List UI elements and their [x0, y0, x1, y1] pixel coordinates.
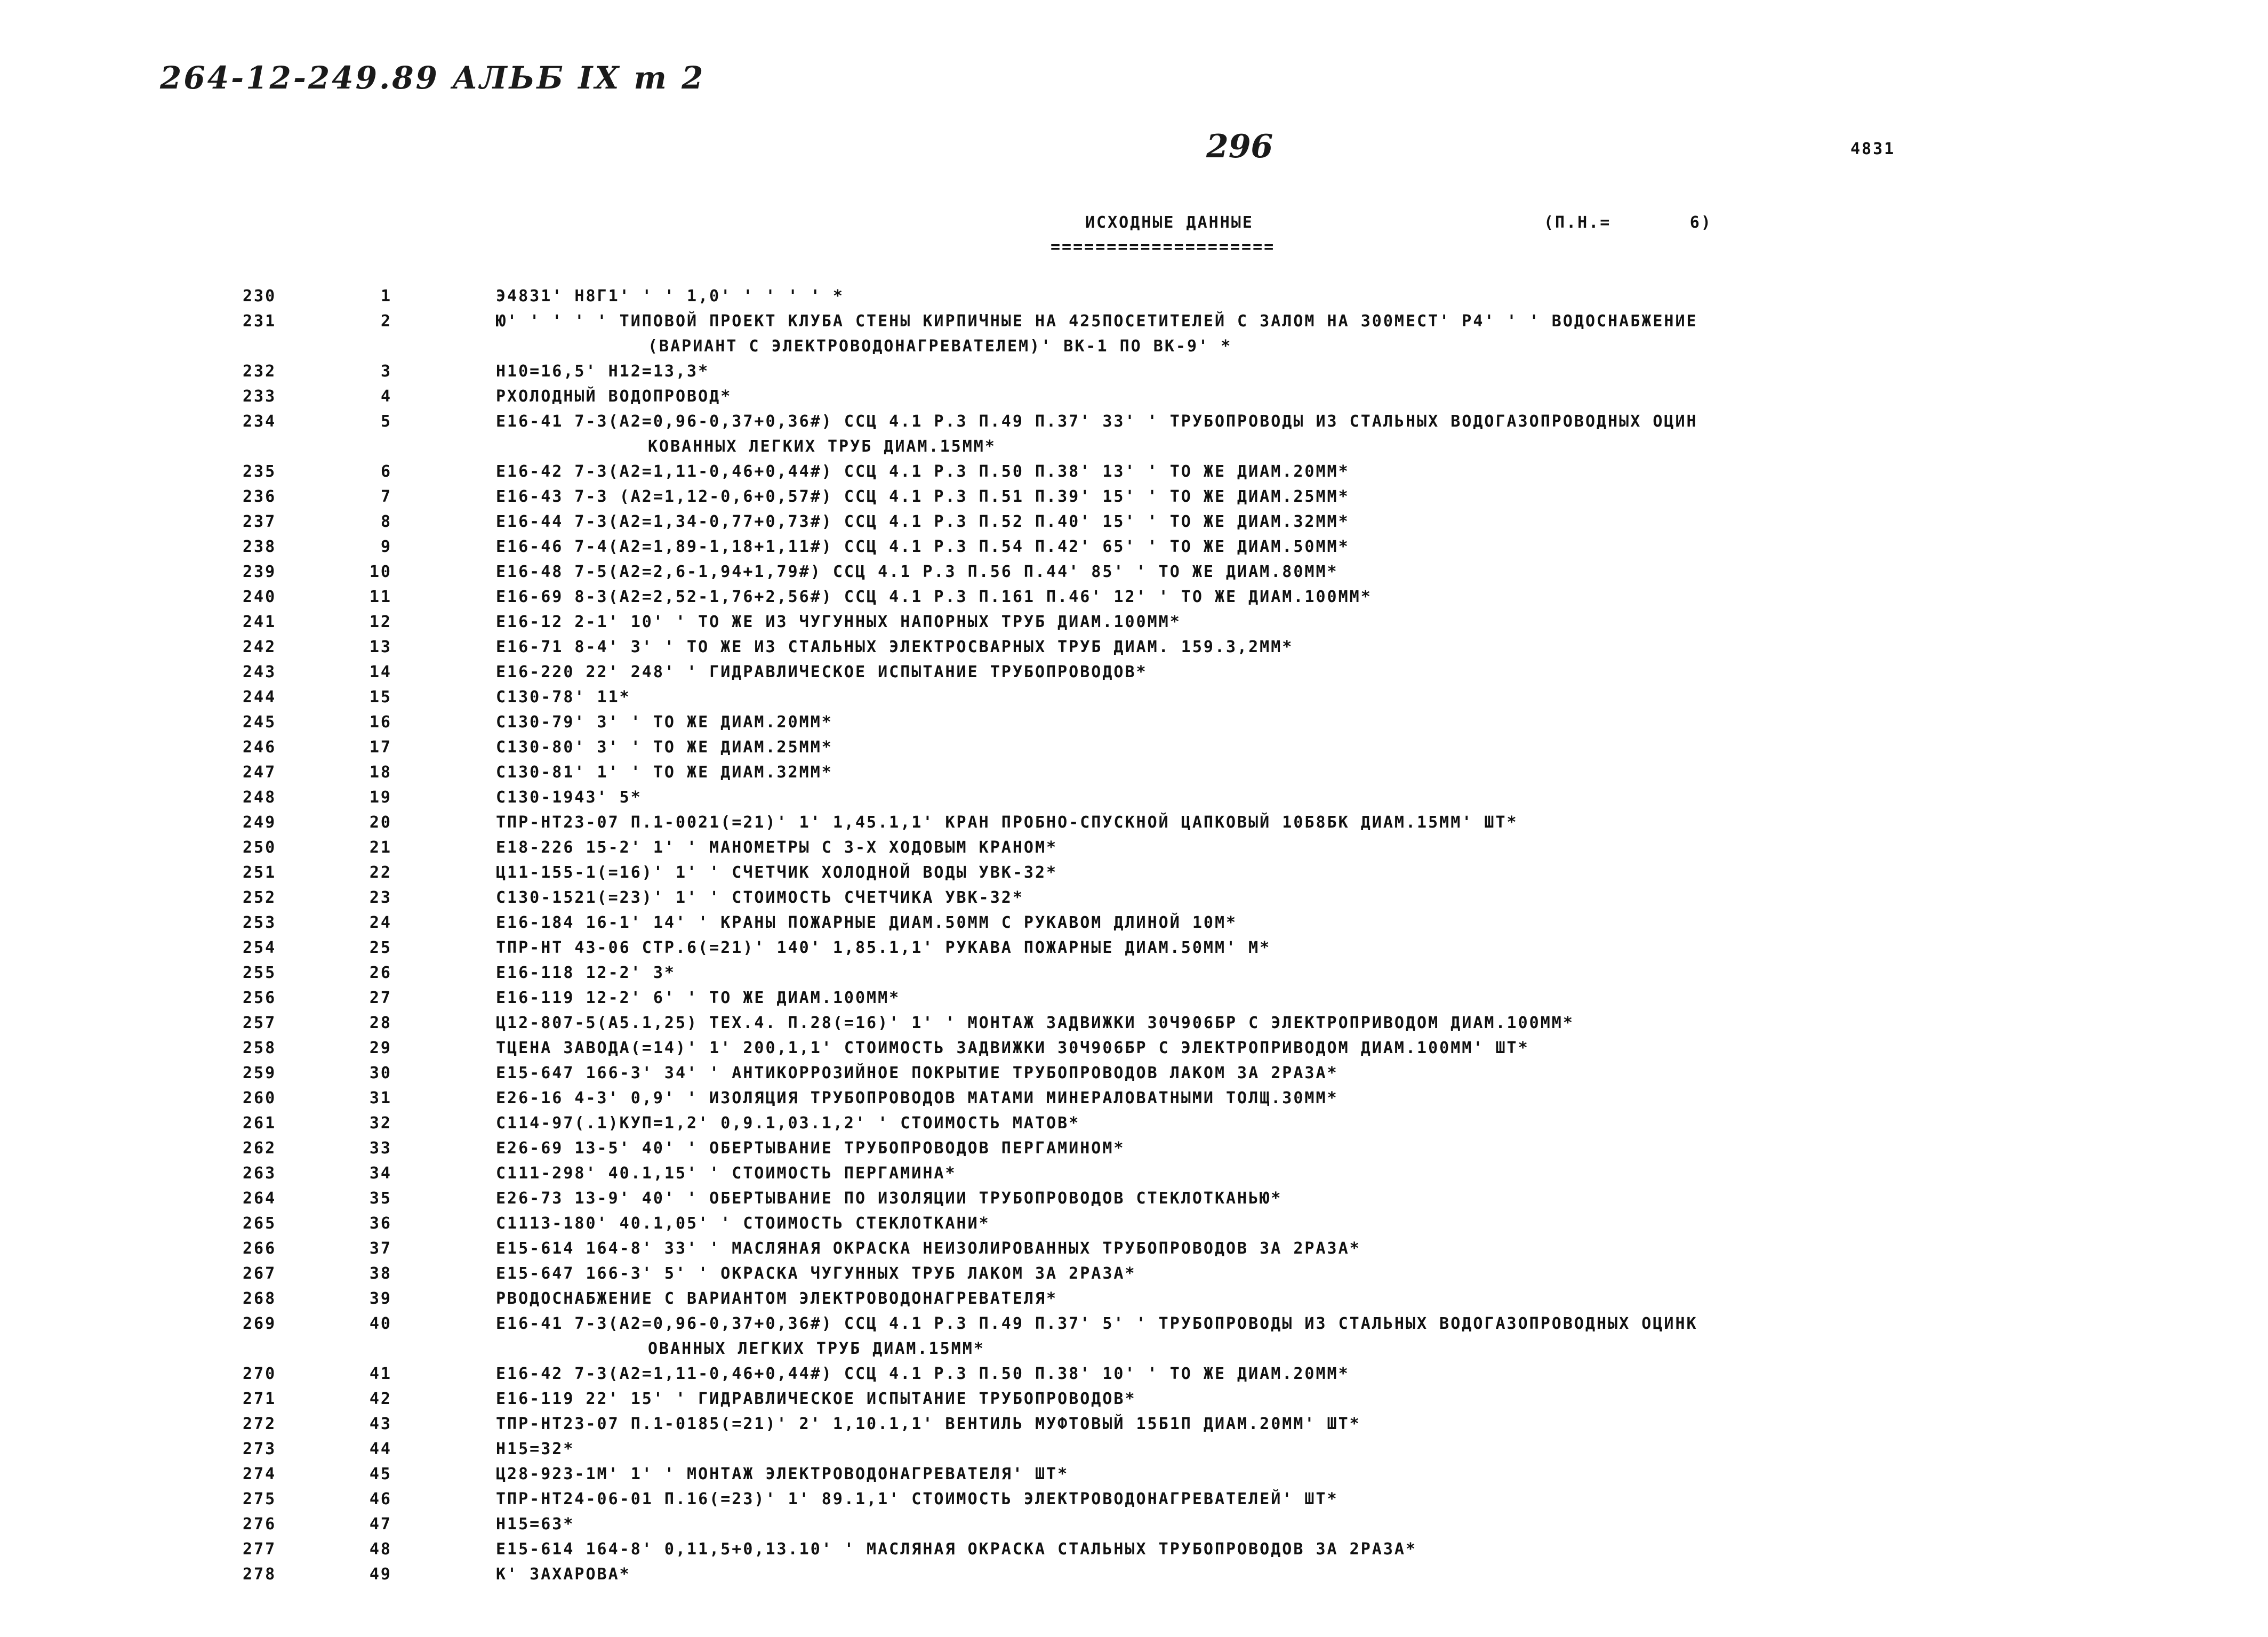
row-text: Е16-48 7-5(А2=2,6-1,94+1,79#) ССЦ 4.1 Р.3 П.56 П.44' 85' ' ТО ЖЕ ДИАМ.80ММ*	[496, 563, 1339, 581]
line-number: 271	[243, 1390, 277, 1408]
row-text: Ц12-807-5(А5.1,25) ТЕХ.4. П.28(=16)' 1' ' МОНТАЖ ЗАДВИЖКИ 30Ч906БР С ЭЛЕКТРОПРИВОДОМ ДИАМ.100ММ*	[496, 1014, 1574, 1032]
item-number: 39	[369, 1289, 392, 1308]
item-number: 9	[380, 537, 392, 556]
row-text: РВОДОСНАБЖЕНИЕ С ВАРИАНТОМ ЭЛЕКТРОВОДОНАГРЕВАТЕЛЯ*	[496, 1289, 1058, 1308]
item-number: 17	[369, 738, 392, 757]
item-number: 24	[369, 913, 392, 932]
item-number: 22	[369, 863, 392, 882]
row-text: Е16-42 7-3(А2=1,11-0,46+0,44#) ССЦ 4.1 Р.3 П.50 П.38' 10' ' ТО ЖЕ ДИАМ.20ММ*	[496, 1365, 1350, 1383]
row-text: С111-298' 40.1,15' ' СТОИМОСТЬ ПЕРГАМИНА*	[496, 1164, 957, 1183]
line-number: 236	[243, 487, 277, 506]
line-number: 252	[243, 888, 277, 907]
line-number: 243	[243, 663, 277, 681]
listing-row	[0, 885, 2268, 910]
listing-row	[0, 1537, 2268, 1562]
item-number: 26	[369, 964, 392, 982]
row-text: Е16-12 2-1' 10' ' ТО ЖЕ ИЗ ЧУГУННЫХ НАПОРНЫХ ТРУБ ДИАМ.100ММ*	[496, 613, 1181, 631]
listing-row	[0, 1562, 2268, 1587]
row-text: С1113-180' 40.1,05' ' СТОИМОСТЬ СТЕКЛОТКАНИ*	[496, 1214, 990, 1233]
row-text: Е16-184 16-1' 14' ' КРАНЫ ПОЖАРНЫЕ ДИАМ.50ММ С РУКАВОМ ДЛИНОЙ 10М*	[496, 913, 1238, 932]
data-listing	[0, 284, 2268, 1587]
item-number: 36	[369, 1214, 392, 1233]
listing-row	[0, 459, 2268, 484]
item-number: 18	[369, 763, 392, 782]
item-number: 19	[369, 788, 392, 807]
listing-row	[0, 409, 2268, 459]
listing-row	[0, 1512, 2268, 1537]
item-number: 30	[369, 1064, 392, 1082]
item-number: 7	[380, 487, 392, 506]
item-number: 5	[380, 412, 392, 431]
row-text: С130-79' 3' ' ТО ЖЕ ДИАМ.20ММ*	[496, 713, 833, 732]
row-text: Н10=16,5' Н12=13,3*	[496, 362, 710, 381]
line-number: 260	[243, 1089, 277, 1108]
line-number: 257	[243, 1014, 277, 1032]
item-number: 49	[369, 1565, 392, 1584]
line-number: 247	[243, 763, 277, 782]
line-number: 251	[243, 863, 277, 882]
line-number: 275	[243, 1490, 277, 1508]
listing-row	[0, 685, 2268, 710]
listing-row	[0, 1411, 2268, 1437]
row-text: Е16-69 8-3(А2=2,52-1,76+2,56#) ССЦ 4.1 Р.3 П.161 П.46' 12' ' ТО ЖЕ ДИАМ.100ММ*	[496, 588, 1372, 606]
row-text: К' ЗАХАРОВА*	[496, 1565, 631, 1584]
line-number: 270	[243, 1365, 277, 1383]
line-number: 263	[243, 1164, 277, 1183]
row-text: Е16-41 7-3(А2=0,96-0,37+0,36#) ССЦ 4.1 Р.3 П.49 П.37' 33' ' ТРУБОПРОВОДЫ ИЗ СТАЛЬНЫХ ВОДОГАЗОПРОВОДНЫХ ОЦИН	[496, 412, 1698, 431]
listing-row	[0, 835, 2268, 860]
item-number: 1	[380, 287, 392, 306]
item-number: 13	[369, 638, 392, 656]
listing-row	[0, 860, 2268, 885]
listing-row	[0, 584, 2268, 609]
line-number: 241	[243, 613, 277, 631]
line-number: 258	[243, 1039, 277, 1057]
listing-row	[0, 1186, 2268, 1211]
listing-row	[0, 1487, 2268, 1512]
item-number: 40	[369, 1314, 392, 1333]
item-number: 23	[369, 888, 392, 907]
row-text-continuation: КОВАННЫХ ЛЕГКИХ ТРУБ ДИАМ.15ММ*	[648, 437, 996, 456]
line-number: 277	[243, 1540, 277, 1559]
row-text: Н15=32*	[496, 1440, 575, 1458]
line-number: 250	[243, 838, 277, 857]
row-text: Е16-220 22' 248' ' ГИДРАВЛИЧЕСКОЕ ИСПЫТАНИЕ ТРУБОПРОВОДОВ*	[496, 663, 1148, 681]
line-number: 268	[243, 1289, 277, 1308]
line-number: 267	[243, 1264, 277, 1283]
title-underline: ====================	[1051, 238, 1276, 256]
listing-row	[0, 484, 2268, 509]
row-text: С130-80' 3' ' ТО ЖЕ ДИАМ.25ММ*	[496, 738, 833, 757]
line-number: 259	[243, 1064, 277, 1082]
line-number: 230	[243, 287, 277, 306]
row-text: Е26-73 13-9' 40' ' ОБЕРТЫВАНИЕ ПО ИЗОЛЯЦИИ ТРУБОПРОВОДОВ СТЕКЛОТКАНЬЮ*	[496, 1189, 1283, 1208]
listing-row	[0, 1311, 2268, 1361]
row-text: Ц11-155-1(=16)' 1' ' СЧЕТЧИК ХОЛОДНОЙ ВОДЫ УВК-32*	[496, 863, 1058, 882]
listing-row	[0, 1286, 2268, 1311]
row-text: С114-97(.1)КУП=1,2' 0,9.1,03.1,2' ' СТОИМОСТЬ МАТОВ*	[496, 1114, 1080, 1133]
row-text: Ц28-923-1М' 1' ' МОНТАЖ ЭЛЕКТРОВОДОНАГРЕВАТЕЛЯ' ШТ*	[496, 1465, 1069, 1483]
row-text: Е16-118 12-2' 3*	[496, 964, 676, 982]
listing-row	[0, 1086, 2268, 1111]
line-number: 265	[243, 1214, 277, 1233]
row-text: Е16-46 7-4(А2=1,89-1,18+1,11#) ССЦ 4.1 Р.3 П.54 П.42' 65' ' ТО ЖЕ ДИАМ.50ММ*	[496, 537, 1350, 556]
page-number-field: (П.Н.= 6)	[1544, 213, 1712, 232]
item-number: 28	[369, 1014, 392, 1032]
line-number: 254	[243, 938, 277, 957]
listing-row	[0, 384, 2268, 409]
item-number: 20	[369, 813, 392, 832]
listing-row	[0, 1161, 2268, 1186]
item-number: 14	[369, 663, 392, 681]
row-text-continuation: (ВАРИАНТ С ЭЛЕКТРОВОДОНАГРЕВАТЕЛЕМ)' ВК-1 ПО ВК-9' *	[648, 337, 1232, 356]
listing-row	[0, 760, 2268, 785]
row-text: Е18-226 15-2' 1' ' МАНОМЕТРЫ С 3-Х ХОДОВЫМ КРАНОМ*	[496, 838, 1058, 857]
listing-row	[0, 1261, 2268, 1286]
line-number: 255	[243, 964, 277, 982]
item-number: 6	[380, 462, 392, 481]
line-number: 232	[243, 362, 277, 381]
listing-row	[0, 810, 2268, 835]
line-number: 249	[243, 813, 277, 832]
listing-row	[0, 935, 2268, 960]
listing-row	[0, 1036, 2268, 1061]
row-text: С130-1521(=23)' 1' ' СТОИМОСТЬ СЧЕТЧИКА УВК-32*	[496, 888, 1024, 907]
listing-row	[0, 1136, 2268, 1161]
item-number: 46	[369, 1490, 392, 1508]
line-number: 233	[243, 387, 277, 406]
row-text: С130-1943' 5*	[496, 788, 642, 807]
line-number: 253	[243, 913, 277, 932]
row-text: РХОЛОДНЫЙ ВОДОПРОВОД*	[496, 387, 732, 406]
listing-row	[0, 359, 2268, 384]
item-number: 48	[369, 1540, 392, 1559]
item-number: 2	[380, 312, 392, 331]
line-number: 235	[243, 462, 277, 481]
line-number: 266	[243, 1239, 277, 1258]
row-text: Е26-69 13-5' 40' ' ОБЕРТЫВАНИЕ ТРУБОПРОВОДОВ ПЕРГАМИНОМ*	[496, 1139, 1125, 1158]
row-text: Н15=63*	[496, 1515, 575, 1534]
row-text: С130-81' 1' ' ТО ЖЕ ДИАМ.32ММ*	[496, 763, 833, 782]
row-text: Е26-16 4-3' 0,9' ' ИЗОЛЯЦИЯ ТРУБОПРОВОДОВ МАТАМИ МИНЕРАЛОВАТНЫМИ ТОЛЩ.30ММ*	[496, 1089, 1339, 1108]
row-text: Е16-71 8-4' 3' ' ТО ЖЕ ИЗ СТАЛЬНЫХ ЭЛЕКТРОСВАРНЫХ ТРУБ ДИАМ. 159.3,2ММ*	[496, 638, 1294, 656]
listing-row	[0, 785, 2268, 810]
item-number: 41	[369, 1365, 392, 1383]
item-number: 12	[369, 613, 392, 631]
row-text: Ю' ' ' ' ' ТИПОВОЙ ПРОЕКТ КЛУБА СТЕНЫ КИРПИЧНЫЕ НА 425ПОСЕТИТЕЛЕЙ С ЗАЛОМ НА 300МЕСТ' Р4' ' ' ВОДОСНАБЖЕНИЕ	[496, 312, 1698, 331]
item-number: 35	[369, 1189, 392, 1208]
line-number: 242	[243, 638, 277, 656]
listing-row	[0, 534, 2268, 559]
item-number: 44	[369, 1440, 392, 1458]
listing-row	[0, 609, 2268, 635]
row-text: Е16-119 22' 15' ' ГИДРАВЛИЧЕСКОЕ ИСПЫТАНИЕ ТРУБОПРОВОДОВ*	[496, 1390, 1136, 1408]
line-number: 246	[243, 738, 277, 757]
row-text: Е16-119 12-2' 6' ' ТО ЖЕ ДИАМ.100ММ*	[496, 989, 901, 1007]
item-number: 47	[369, 1515, 392, 1534]
line-number: 239	[243, 563, 277, 581]
item-number: 27	[369, 989, 392, 1007]
item-number: 4	[380, 387, 392, 406]
listing-row	[0, 284, 2268, 309]
row-text: С130-78' 11*	[496, 688, 631, 707]
line-number: 237	[243, 512, 277, 531]
listing-row	[0, 559, 2268, 584]
item-number: 11	[369, 588, 392, 606]
listing-row	[0, 1462, 2268, 1487]
item-number: 31	[369, 1089, 392, 1108]
row-text: ТПР-НТ23-07 П.1-0021(=21)' 1' 1,45.1,1' КРАН ПРОБНО-СПУСКНОЙ ЦАПКОВЫЙ 10Б8БК ДИАМ.15ММ' ШТ*	[496, 813, 1518, 832]
listing-row	[0, 910, 2268, 935]
item-number: 34	[369, 1164, 392, 1183]
item-number: 33	[369, 1139, 392, 1158]
row-text: ТПР-НТ24-06-01 П.16(=23)' 1' 89.1,1' СТОИМОСТЬ ЭЛЕКТРОВОДОНАГРЕВАТЕЛЕЙ' ШТ*	[496, 1490, 1339, 1508]
line-number: 240	[243, 588, 277, 606]
row-text: Е15-614 164-8' 33' ' МАСЛЯНАЯ ОКРАСКА НЕИЗОЛИРОВАННЫХ ТРУБОПРОВОДОВ ЗА 2РАЗА*	[496, 1239, 1361, 1258]
item-number: 37	[369, 1239, 392, 1258]
line-number: 272	[243, 1415, 277, 1433]
row-text: Е15-647 166-3' 5' ' ОКРАСКА ЧУГУННЫХ ТРУБ ЛАКОМ ЗА 2РАЗА*	[496, 1264, 1136, 1283]
listing-row	[0, 1437, 2268, 1462]
listing-row	[0, 509, 2268, 534]
listing-row	[0, 985, 2268, 1010]
listing-row	[0, 1061, 2268, 1086]
listing-row	[0, 735, 2268, 760]
listing-row	[0, 1211, 2268, 1236]
item-number: 21	[369, 838, 392, 857]
listing-row	[0, 1236, 2268, 1261]
line-number: 231	[243, 312, 277, 331]
listing-row	[0, 635, 2268, 660]
line-number: 274	[243, 1465, 277, 1483]
listing-row	[0, 309, 2268, 359]
line-number: 261	[243, 1114, 277, 1133]
row-text: Е16-43 7-3 (А2=1,12-0,6+0,57#) ССЦ 4.1 Р.3 П.51 П.39' 15' ' ТО ЖЕ ДИАМ.25ММ*	[496, 487, 1350, 506]
line-number: 256	[243, 989, 277, 1007]
row-text: Е16-42 7-3(А2=1,11-0,46+0,44#) ССЦ 4.1 Р.3 П.50 П.38' 13' ' ТО ЖЕ ДИАМ.20ММ*	[496, 462, 1350, 481]
listing-row	[0, 710, 2268, 735]
row-text-continuation: ОВАННЫХ ЛЕГКИХ ТРУБ ДИАМ.15ММ*	[648, 1339, 985, 1358]
row-text: ТПР-НТ23-07 П.1-0185(=21)' 2' 1,10.1,1' ВЕНТИЛЬ МУФТОВЫЙ 15Б1П ДИАМ.20ММ' ШТ*	[496, 1415, 1361, 1433]
line-number: 245	[243, 713, 277, 732]
listing-row	[0, 1386, 2268, 1411]
line-number: 248	[243, 788, 277, 807]
item-number: 25	[369, 938, 392, 957]
item-number: 32	[369, 1114, 392, 1133]
item-number: 16	[369, 713, 392, 732]
line-number: 264	[243, 1189, 277, 1208]
listing-row	[0, 660, 2268, 685]
item-number: 38	[369, 1264, 392, 1283]
row-text: Е16-44 7-3(А2=1,34-0,77+0,73#) ССЦ 4.1 Р.3 П.52 П.40' 15' ' ТО ЖЕ ДИАМ.32ММ*	[496, 512, 1350, 531]
sheet-id: 4831	[1850, 140, 1896, 158]
item-number: 42	[369, 1390, 392, 1408]
item-number: 43	[369, 1415, 392, 1433]
line-number: 244	[243, 688, 277, 707]
item-number: 15	[369, 688, 392, 707]
listing-row	[0, 1010, 2268, 1036]
row-text: Э4831' Н8Г1' ' ' 1,0' ' ' ' ' *	[496, 287, 844, 306]
line-number: 262	[243, 1139, 277, 1158]
item-number: 10	[369, 563, 392, 581]
listing-row	[0, 1361, 2268, 1386]
line-number: 278	[243, 1565, 277, 1584]
row-text: ТЦЕНА ЗАВОДА(=14)' 1' 200,1,1' СТОИМОСТЬ ЗАДВИЖКИ 30Ч906БР С ЭЛЕКТРОПРИВОДОМ ДИАМ.100ММ' ШТ*	[496, 1039, 1529, 1057]
item-number: 8	[380, 512, 392, 531]
handwritten-document-code: 264-12-249.89 АЛЬБ IX т 2	[160, 60, 706, 96]
row-text: Е15-647 166-3' 34' ' АНТИКОРРОЗИЙНОЕ ПОКРЫТИЕ ТРУБОПРОВОДОВ ЛАКОМ ЗА 2РАЗА*	[496, 1064, 1339, 1082]
line-number: 276	[243, 1515, 277, 1534]
listing-row	[0, 1111, 2268, 1136]
line-number: 273	[243, 1440, 277, 1458]
line-number: 234	[243, 412, 277, 431]
line-number: 238	[243, 537, 277, 556]
item-number: 45	[369, 1465, 392, 1483]
item-number: 29	[369, 1039, 392, 1057]
row-text: Е15-614 164-8' 0,11,5+0,13.10' ' МАСЛЯНАЯ ОКРАСКА СТАЛЬНЫХ ТРУБОПРОВОДОВ ЗА 2РАЗА*	[496, 1540, 1417, 1559]
item-number: 3	[380, 362, 392, 381]
section-title: ИСХОДНЫЕ ДАННЫЕ	[1085, 213, 1254, 232]
listing-row	[0, 960, 2268, 985]
line-number: 269	[243, 1314, 277, 1333]
row-text: ТПР-НТ 43-06 СТР.6(=21)' 140' 1,85.1,1' РУКАВА ПОЖАРНЫЕ ДИАМ.50ММ' М*	[496, 938, 1271, 957]
handwritten-page-number: 296	[1206, 128, 1273, 165]
row-text: Е16-41 7-3(А2=0,96-0,37+0,36#) ССЦ 4.1 Р.3 П.49 П.37' 5' ' ТРУБОПРОВОДЫ ИЗ СТАЛЬНЫХ ВОДОГАЗОПРОВОДНЫХ ОЦИНК	[496, 1314, 1698, 1333]
